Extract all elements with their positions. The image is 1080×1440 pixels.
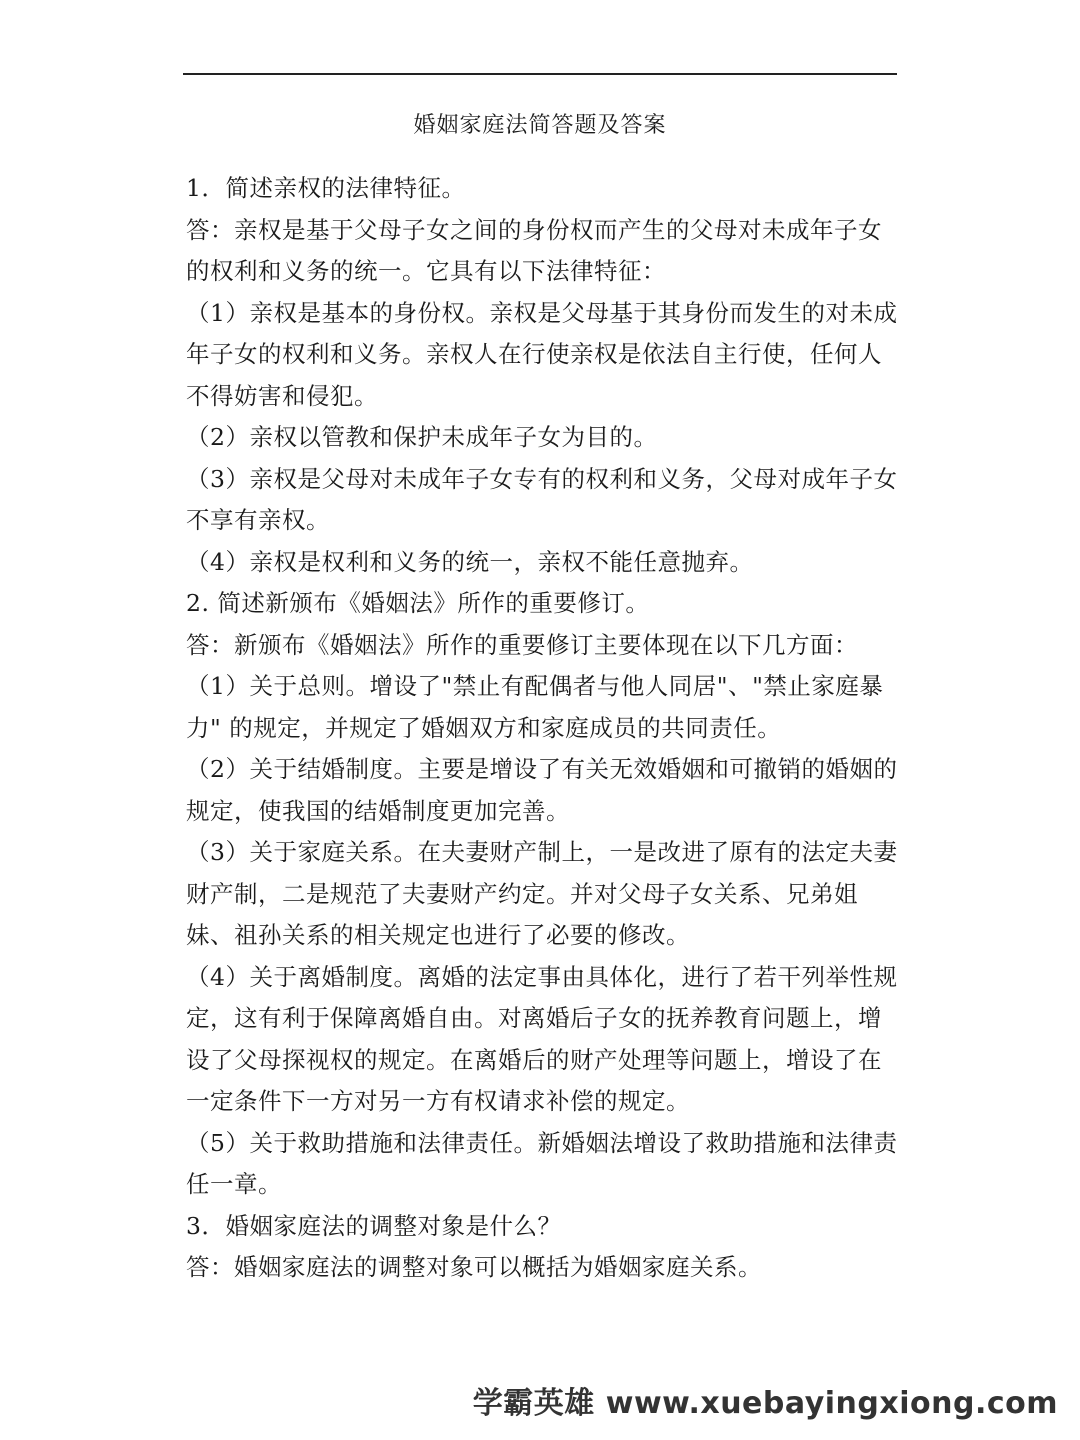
answer-1-intro: 答：亲权是基于父母子女之间的身份权而产生的父母对未成年子女的权利和义务的统一。它具有以下法律特征： [186,215,882,285]
header-rule [183,73,897,75]
question-1: 1．简述亲权的法律特征。 [186,174,466,202]
document-title: 婚姻家庭法简答题及答案 [413,113,667,138]
answer-1-point-4: （4）亲权是权利和义务的统一，亲权不能任意抛弃。 [186,547,754,576]
answer-2-intro: 答：新颁布《婚姻法》所作的重要修订主要体现在以下几方面： [186,630,858,659]
document-body [186,168,898,1289]
answer-2-point-3: （3）关于家庭关系。在夫妻财产制上，一是改进了原有的法定夫妻财产制，二是规范了夫妻财产约定。并对父母子女关系、兄弟姐妹、祖孙关系的相关规定也进行了必要的修改。 [186,838,898,949]
answer-3: 答：婚姻家庭法的调整对象可以概括为婚姻家庭关系。 [186,1253,762,1281]
answer-1-point-1: （1）亲权是基本的身份权。亲权是父母基于其身份而发生的对未成年子女的权利和义务。亲权人在行使亲权是依法自主行使，任何人不得妨害和侵犯。 [186,298,898,410]
answer-2-point-5: （5）关于救助措施和法律责任。新婚姻法增设了救助措施和法律责任一章。 [186,1128,898,1198]
question-3: 3．婚姻家庭法的调整对象是什么？ [186,1211,562,1240]
answer-1-point-3: （3）亲权是父母对未成年子女专有的权利和义务，父母对成年子女不享有亲权。 [186,464,898,534]
answer-2-point-2: （2）关于结婚制度。主要是增设了有关无效婚姻和可撤销的婚姻的规定，使我国的结婚制度更加完善。 [186,755,898,825]
site-watermark: 学霸英雄 www.xuebayingxiong.com [472,1386,1058,1421]
question-2: 2. 简述新颁布《婚姻法》所作的重要修订。 [186,589,650,617]
answer-1-point-2: （2）亲权以管教和保护未成年子女为目的。 [186,423,658,451]
answer-2-point-4: （4）关于离婚制度。离婚的法定事由具体化，进行了若干列举性规定，这有利于保障离婚自由。对离婚后子女的抚养教育问题上，增设了父母探视权的规定。在离婚后的财产处理等问题上，增设了在一定条件下一方对另一方有权请求补偿的规定。 [186,962,898,1115]
answer-2-point-1: （1）关于总则。增设了"禁止有配偶者与他人同居"、"禁止家庭暴力" 的规定，并规定了婚姻双方和家庭成员的共同责任。 [186,672,884,742]
